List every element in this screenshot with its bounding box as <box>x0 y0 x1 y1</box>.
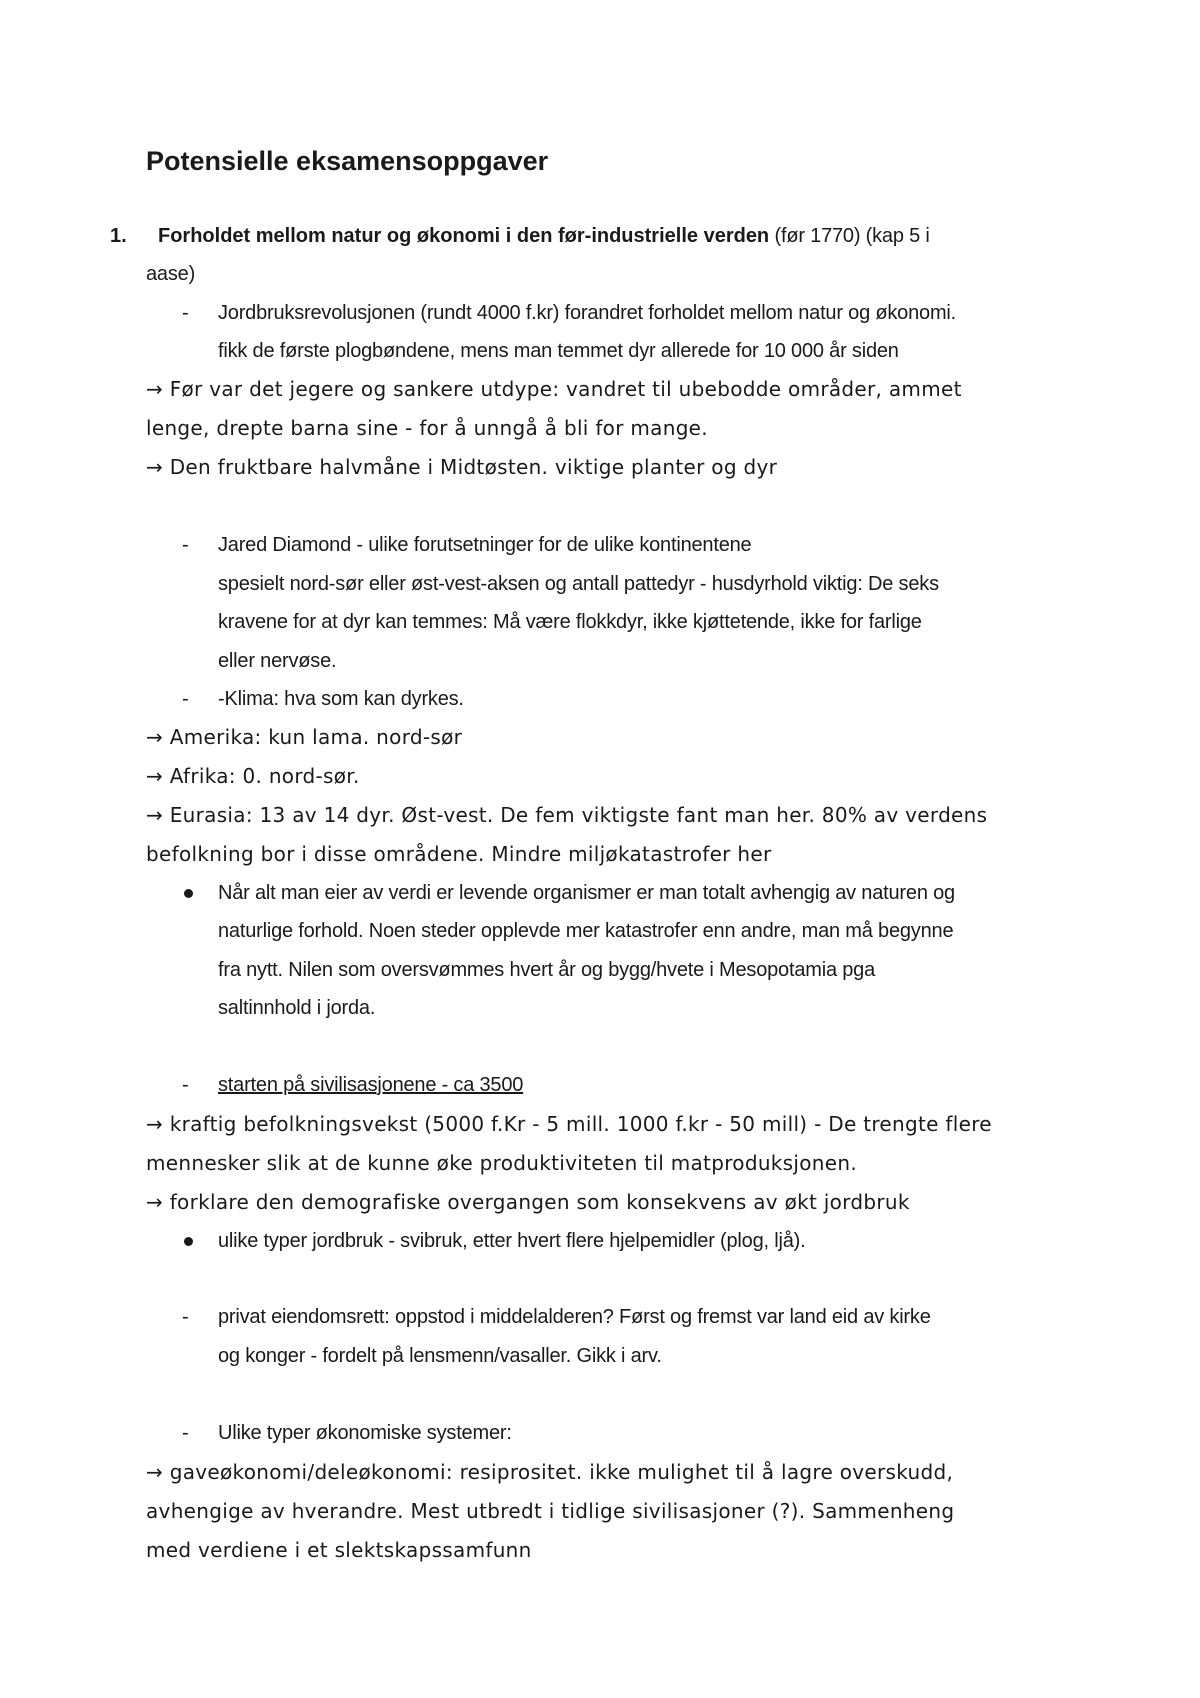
question-heading-bold: Forholdet mellom natur og økonomi i den før-industrielle verden <box>158 225 770 247</box>
arrow-line: → forklare den demografiske overgangen som konsekvens av økt jordbruk <box>146 1190 910 1214</box>
list-item-cont: naturlige forhold. Noen steder opplevde mer katastrofer enn andre, man må begynne <box>218 920 954 942</box>
list-item-cont: og konger - fordelt på lensmenn/vasaller. Gikk i arv. <box>218 1345 662 1367</box>
dash-marker: - <box>182 302 189 324</box>
question-heading <box>158 226 930 246</box>
dash-marker: - <box>182 688 189 710</box>
list-item: Jared Diamond - ulike forutsetninger for de ulike kontinentene <box>218 534 752 556</box>
question-heading-cont: aase) <box>146 263 196 285</box>
list-item: Når alt man eier av verdi er levende organismer er man totalt avhengig av naturen og <box>218 882 955 904</box>
list-item: ulike typer jordbruk - svibruk, etter hvert flere hjelpemidler (plog, ljå). <box>218 1230 806 1252</box>
text-line: mennesker slik at de kunne øke produktiviteten til matproduksjonen. <box>146 1151 857 1175</box>
text-line: lenge, drepte barna sine - for å unngå å bli for mange. <box>146 416 708 440</box>
list-item-cont: saltinnhold i jorda. <box>218 997 376 1019</box>
arrow-line: → gaveøkonomi/deleøkonomi: resiprositet. ikke mulighet til å lagre overskudd, <box>146 1460 954 1484</box>
dash-marker: - <box>182 534 189 556</box>
arrow-line: → Amerika: kun lama. nord-sør <box>146 725 463 749</box>
list-item-cont: fikk de første plogbøndene, mens man temmet dyr allerede for 10 000 år siden <box>218 340 899 362</box>
arrow-line: → Afrika: 0. nord-sør. <box>146 764 360 788</box>
list-item: Jordbruksrevolusjonen (rundt 4000 f.kr) forandret forholdet mellom natur og økonomi. <box>218 302 957 324</box>
list-item-cont: fra nytt. Nilen som oversvømmes hvert år og bygg/hvete i Mesopotamia pga <box>218 959 875 981</box>
list-item: Ulike typer økonomiske systemer: <box>218 1422 512 1444</box>
list-item-cont: spesielt nord-sør eller øst-vest-aksen og antall pattedyr - husdyrhold viktig: De seks <box>218 573 939 595</box>
arrow-line: → Eurasia: 13 av 14 dyr. Øst-vest. De fem viktigste fant man her. 80% av verdens <box>146 803 988 827</box>
list-item: -Klima: hva som kan dyrkes. <box>218 688 464 710</box>
page-title: Potensielle eksamensoppgaver <box>146 146 549 176</box>
dash-marker: - <box>182 1306 189 1328</box>
dash-marker: - <box>182 1422 189 1444</box>
bullet-dot <box>184 889 193 898</box>
text-line: med verdiene i et slektskapssamfunn <box>146 1538 532 1562</box>
list-item-cont: eller nervøse. <box>218 650 337 672</box>
bullet-dot <box>184 1237 193 1246</box>
list-item: privat eiendomsrett: oppstod i middelalderen? Først og fremst var land eid av kirke <box>218 1306 931 1328</box>
arrow-line: → Den fruktbare halvmåne i Midtøsten. viktige planter og dyr <box>146 455 778 479</box>
question-number: 1. <box>110 225 127 247</box>
dash-marker: - <box>182 1074 189 1096</box>
question-heading-rest: (før 1770) (kap 5 i <box>769 225 930 247</box>
text-line: avhengige av hverandre. Mest utbredt i tidlige sivilisasjoner (?). Sammenheng <box>146 1499 955 1523</box>
text-line: befolkning bor i disse områdene. Mindre miljøkatastrofer her <box>146 842 772 866</box>
arrow-line: → kraftig befolkningsvekst (5000 f.Kr - 5 mill. 1000 f.kr - 50 mill) - De trengte flere <box>146 1112 992 1136</box>
arrow-line: → Før var det jegere og sankere utdype: vandret til ubebodde områder, ammet <box>146 377 962 401</box>
underlined-item: starten på sivilisasjonene - ca 3500 <box>218 1074 524 1096</box>
list-item-cont: kravene for at dyr kan temmes: Må være flokkdyr, ikke kjøttetende, ikke for farlige <box>218 611 922 633</box>
